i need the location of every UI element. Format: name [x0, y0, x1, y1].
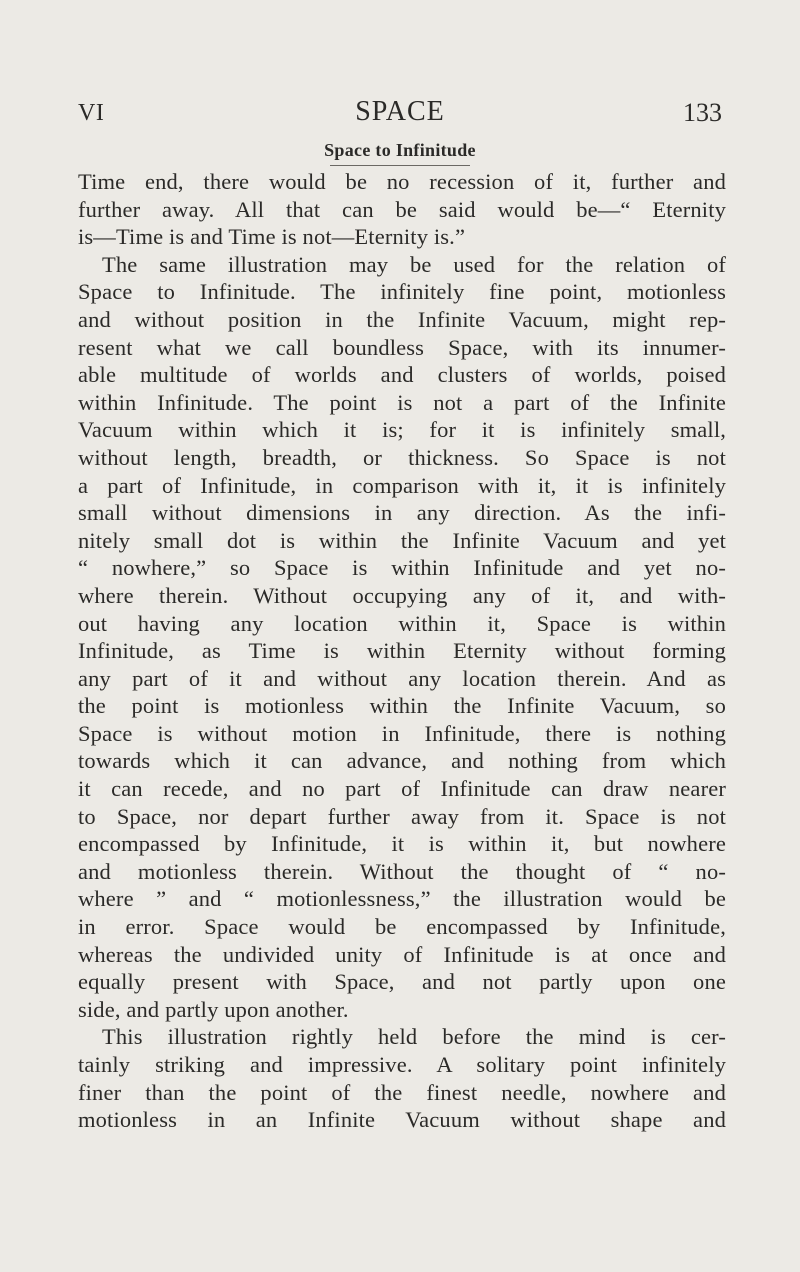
text-line: within Infinitude. The point is not a part of the Infinite: [78, 389, 726, 415]
text-line: further away. All that can be said would be—“ Eternity: [78, 196, 726, 222]
body-text: [78, 168, 726, 1134]
text-line: is—Time is and Time is not—Eternity is.”: [78, 224, 466, 250]
text-line: without length, breadth, or thickness. So Space is not: [78, 444, 726, 470]
text-line: in error. Space would be encompassed by Infinitude,: [78, 914, 726, 940]
text-line: Space to Infinitude. The infinitely fine point, motionless: [78, 279, 726, 305]
text-line: side, and partly upon another.: [78, 996, 349, 1022]
text-line: Infinitude, as Time is within Eternity without forming: [78, 638, 726, 664]
text-line: the point is motionless within the Infinite Vacuum, so: [78, 693, 726, 719]
text-line: small without dimensions in any direction. As the infi-: [78, 500, 726, 526]
text-line: out having any location within it, Space is within: [78, 610, 726, 636]
text-line: Time end, there would be no recession of it, further and: [78, 169, 726, 194]
text-line: a part of Infinitude, in comparison with it, it is infinitely: [78, 472, 726, 498]
text-line: any part of it and without any location therein. And as: [78, 665, 726, 691]
text-line: tainly striking and impressive. A solitary point infinitely: [78, 1052, 726, 1077]
text-line: “ nowhere,” so Space is within Infinitude and yet no-: [78, 555, 726, 581]
text-line: and motionless therein. Without the thought of “ no-: [78, 858, 726, 884]
running-title: SPACE: [355, 96, 445, 127]
text-line: towards which it can advance, and nothing from which: [78, 748, 726, 774]
text-line: nitely small dot is within the Infinite Vacuum and yet: [78, 527, 726, 553]
chapter-number: VI: [78, 100, 105, 126]
text-line: and without position in the Infinite Vacuum, might rep-: [78, 306, 726, 332]
text-line: resent what we call boundless Space, with its innumer-: [78, 334, 726, 360]
heading-underline: [330, 165, 470, 166]
text-line: where ” and “ motionlessness,” the illustration would be: [78, 886, 726, 912]
text-line: This illustration rightly held before the mind is cer-: [102, 1024, 726, 1050]
text-line: Vacuum within which it is; for it is infinitely small,: [78, 417, 726, 443]
text-line: motionless in an Infinite Vacuum without shape and: [78, 1107, 726, 1133]
text-line: able multitude of worlds and clusters of worlds, poised: [78, 362, 726, 388]
section-heading: Space to Infinitude: [324, 140, 476, 160]
text-line: finer than the point of the finest needle, nowhere and: [78, 1079, 726, 1105]
page-number: 133: [683, 98, 722, 127]
text-line: where therein. Without occupying any of it, and with-: [78, 582, 726, 608]
text-line: whereas the undivided unity of Infinitude is at once and: [78, 941, 726, 967]
text-line: encompassed by Infinitude, it is within it, but nowhere: [78, 831, 726, 857]
text-line: equally present with Space, and not partly upon one: [78, 969, 726, 995]
running-head: [0, 96, 800, 132]
text-line: it can recede, and no part of Infinitude can draw nearer: [78, 776, 726, 802]
text-line: Space is without motion in Infinitude, there is nothing: [78, 720, 726, 746]
text-line: The same illustration may be used for the relation of: [102, 251, 726, 277]
text-line: to Space, nor depart further away from it. Space is not: [78, 803, 726, 829]
